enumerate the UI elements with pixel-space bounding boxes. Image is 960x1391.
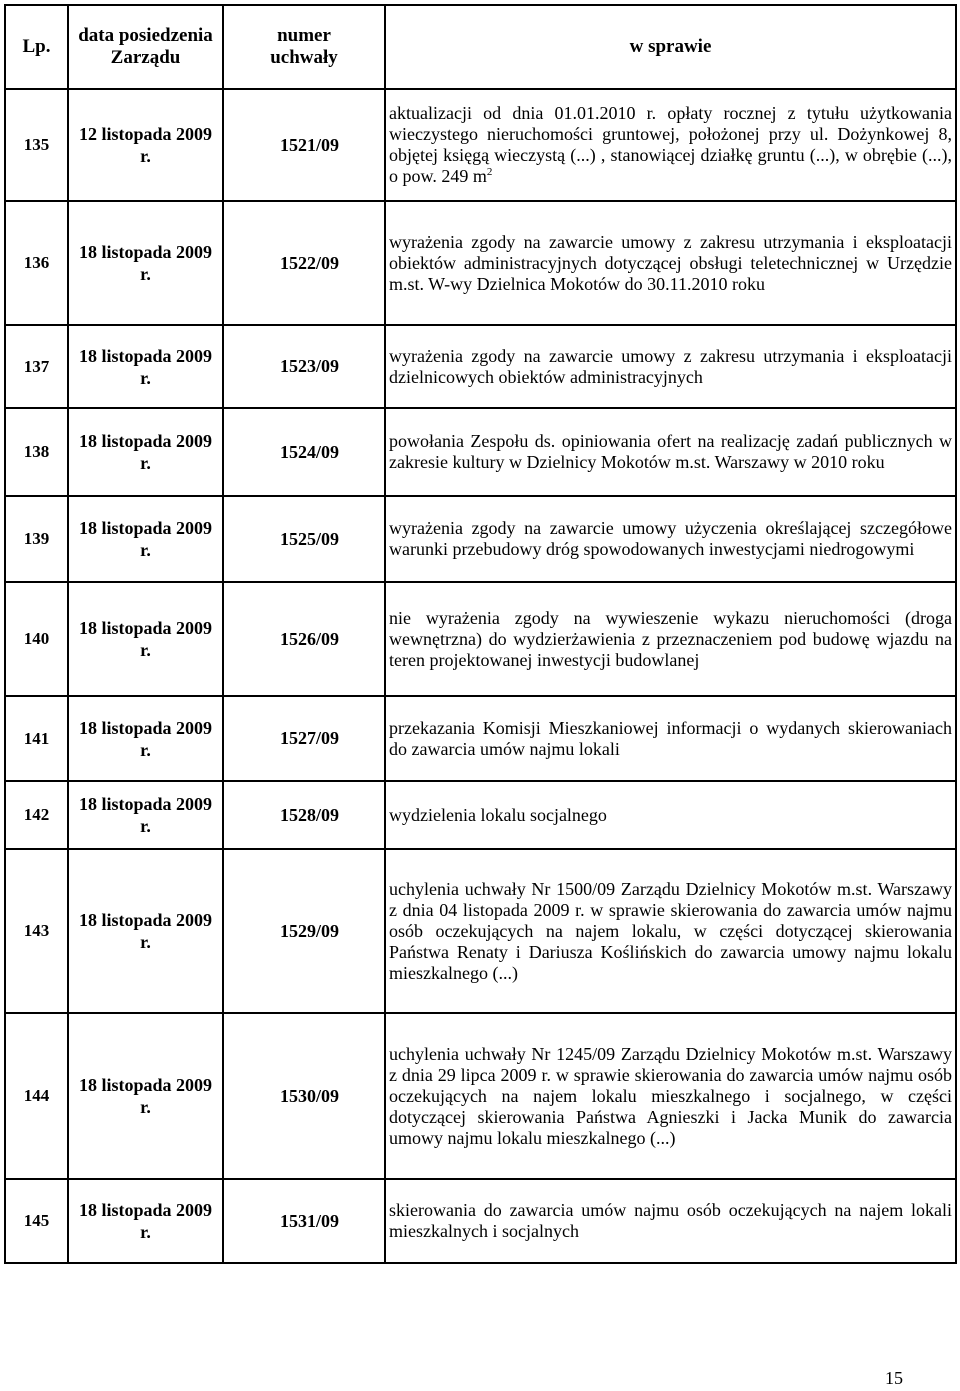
table-row — [5, 201, 956, 325]
table-row — [5, 781, 956, 849]
page-number: 15 — [885, 1368, 903, 1388]
row-lp: 135 — [5, 89, 68, 201]
row-number: 1525/09 — [223, 496, 385, 582]
row-number: 1528/09 — [223, 781, 385, 849]
row-date-line2: r. — [140, 540, 151, 560]
row-description: skierowania do zawarcia umów najmu osób oczekujących na najem lokali mieszkalnych i socjalnych — [385, 1179, 956, 1263]
row-description: wyrażenia zgody na zawarcie umowy użyczenia określającej szczegółowe warunki przebudowy dróg spowodowanych inwestycjami niedrogowymi — [385, 496, 956, 582]
header-row — [5, 5, 956, 89]
header-lp: Lp. — [5, 5, 68, 89]
row-lp: 138 — [5, 408, 68, 496]
header-date-line1: data posiedzenia — [78, 25, 213, 46]
row-description — [385, 89, 956, 201]
row-lp: 136 — [5, 201, 68, 325]
row-date-line2: r. — [140, 739, 151, 760]
header-number-line1: numer — [277, 25, 331, 46]
header-date-line2: Zarządu — [110, 47, 181, 68]
row-date — [68, 325, 223, 408]
row-description-text: aktualizacji od dnia 01.01.2010 r. opłaty rocznej z tytułu użytkowania wieczystego nieruchomości gruntowej, położonej przy ul. Dożynkowej 8, objętej księgą wieczystą (...) , stanowiącej działkę gruntu (...), w obrębie (...), o pow. 249 m — [389, 103, 952, 186]
row-date — [68, 1013, 223, 1179]
row-number: 1529/09 — [223, 849, 385, 1013]
row-number: 1530/09 — [223, 1013, 385, 1179]
header-date — [68, 5, 223, 89]
row-date-line2: r. — [140, 640, 151, 660]
row-lp: 145 — [5, 1179, 68, 1263]
row-number: 1527/09 — [223, 696, 385, 781]
row-date-line2: r. — [140, 816, 151, 836]
row-description: wyrażenia zgody na zawarcie umowy z zakresu utrzymania i eksploatacji dzielnicowych obiektów administracyjnych — [385, 325, 956, 408]
row-date — [68, 201, 223, 325]
area-unit-superscript: 2 — [486, 166, 493, 178]
row-number: 1521/09 — [223, 89, 385, 201]
row-description: nie wyrażenia zgody na wywieszenie wykazu nieruchomości (droga wewnętrzna) do wydzierżawienia z przeznaczeniem pod budowę wjazdu na teren projektowanej inwestycji budowlanej — [385, 582, 956, 696]
row-lp: 143 — [5, 849, 68, 1013]
row-date-line1: 18 listopada 2009 — [78, 618, 213, 638]
header-number — [223, 5, 385, 89]
row-date-line1: 18 listopada 2009 — [78, 242, 213, 262]
resolutions-table — [4, 4, 957, 1264]
table-row — [5, 496, 956, 582]
row-date-line2: r. — [140, 932, 151, 952]
table-row — [5, 849, 956, 1013]
header-number-line2: uchwały — [270, 47, 338, 68]
row-date — [68, 496, 223, 582]
row-date-line2: r. — [140, 264, 151, 284]
row-lp: 140 — [5, 582, 68, 696]
header-subject: w sprawie — [385, 5, 956, 89]
row-description: wyrażenia zgody na zawarcie umowy z zakresu utrzymania i eksploatacji obiektów administracyjnych dotyczącej obsługi teletechnicznej w Urzędzie m.st. W-wy Dzielnica Mokotów do 30.11.2010 roku — [385, 201, 956, 325]
row-number: 1524/09 — [223, 408, 385, 496]
row-number: 1526/09 — [223, 582, 385, 696]
row-date — [68, 849, 223, 1013]
row-date-line1: 18 listopada 2009 — [78, 1200, 213, 1220]
row-description: powołania Zespołu ds. opiniowania ofert na realizację zadań publicznych w zakresie kultury w Dzielnicy Mokotów m.st. Warszawy w 2010 roku — [385, 408, 956, 496]
table-row — [5, 408, 956, 496]
row-date-line1: 18 listopada 2009 — [78, 717, 213, 738]
row-number: 1522/09 — [223, 201, 385, 325]
row-date — [68, 1179, 223, 1263]
row-lp: 142 — [5, 781, 68, 849]
table-row — [5, 1179, 956, 1263]
row-lp: 137 — [5, 325, 68, 408]
row-lp: 144 — [5, 1013, 68, 1179]
row-lp: 141 — [5, 696, 68, 781]
row-date-line1: 18 listopada 2009 — [78, 431, 213, 451]
row-description: przekazania Komisji Mieszkaniowej informacji o wydanych skierowaniach do zawarcia umów najmu lokali — [385, 696, 956, 781]
row-date-line2: r. — [140, 146, 151, 166]
row-date — [68, 89, 223, 201]
row-date-line2: r. — [140, 1097, 151, 1117]
table-row — [5, 696, 956, 781]
row-description: uchylenia uchwały Nr 1245/09 Zarządu Dzielnicy Mokotów m.st. Warszawy z dnia 29 lipca 2009 r. w sprawie skierowania do zawarcia umów najmu osób oczekujących na najem lokalu mieszkalnego i socjalnego, w części dotyczącej skierowania Państwa Agnieszki i Jacka Munik do zawarcia umowy najmu lokalu mieszkalnego (...) — [385, 1013, 956, 1179]
table-row — [5, 325, 956, 408]
row-date-line1: 18 listopada 2009 — [78, 910, 213, 930]
row-lp: 139 — [5, 496, 68, 582]
row-date-line1: 18 listopada 2009 — [78, 794, 213, 814]
row-number: 1523/09 — [223, 325, 385, 408]
row-number: 1531/09 — [223, 1179, 385, 1263]
row-date — [68, 582, 223, 696]
row-date-line2: r. — [140, 1222, 151, 1242]
row-description: uchylenia uchwały Nr 1500/09 Zarządu Dzielnicy Mokotów m.st. Warszawy z dnia 04 listopada 2009 r. w sprawie skierowania do zawarcia umów najmu osób oczekujących na najem lokalu, w części dotyczącej skierowania Państwa Renaty i Dariusza Koślińskich do zawarcia umowy najmu lokalu mieszkalnego (...) — [385, 849, 956, 1013]
row-date — [68, 781, 223, 849]
row-date — [68, 696, 223, 781]
row-date-line1: 18 listopada 2009 — [78, 1075, 213, 1095]
table-row — [5, 582, 956, 696]
row-date-line1: 18 listopada 2009 — [78, 345, 213, 366]
row-date-line2: r. — [140, 453, 151, 473]
row-description: wydzielenia lokalu socjalnego — [385, 781, 956, 849]
table-row — [5, 89, 956, 201]
row-date-line1: 12 listopada 2009 — [78, 124, 213, 144]
row-date-line2: r. — [140, 367, 151, 388]
table-row — [5, 1013, 956, 1179]
row-date — [68, 408, 223, 496]
row-date-line1: 18 listopada 2009 — [78, 518, 213, 538]
